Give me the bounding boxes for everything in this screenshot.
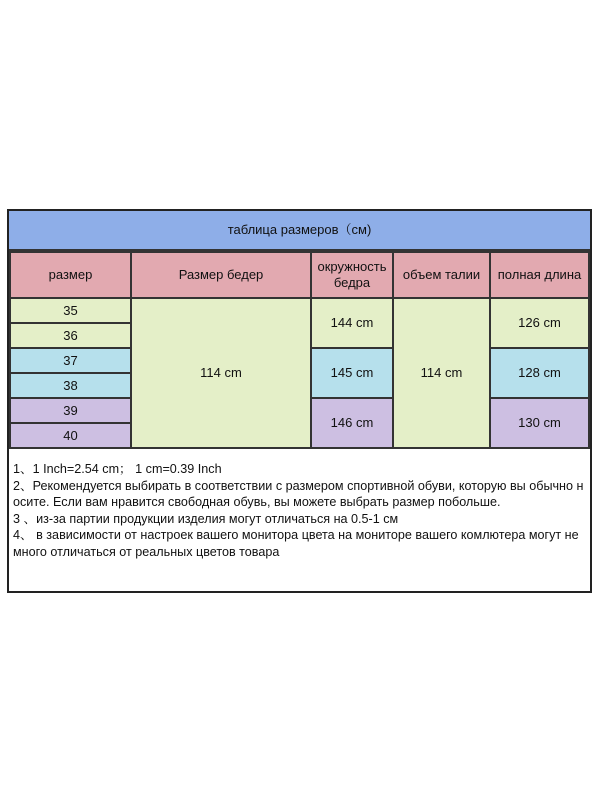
note-3: 3 、из-за партии продукции изделия могут отличаться на 0.5-1 см [13,511,399,526]
note-2: 2、Рекомендуется выбирать в соответствии с размером спортивной обуви, которую вы обычно носите. Если вам нравится свободная обувь, вы можете выбрать размер побольше. [13,478,584,509]
thigh-value: 146 cm [310,397,394,449]
size-cell: 36 [9,322,132,349]
size-cell: 37 [9,347,132,374]
size-cell: 40 [9,422,132,449]
thigh-value: 145 cm [310,347,394,399]
size-cell: 35 [9,297,132,324]
header-size: размер [9,251,132,299]
size-cell: 39 [9,397,132,424]
header-waist-volume: объем талии [392,251,491,299]
header-hip-size: Размер бедер [130,251,312,299]
note-4: 4、 в зависимости от настроек вашего монитора цвета на мониторе вашего комлютера могут немного отличаться от реальных цветов товара [13,528,579,559]
hip-size-value: 114 cm [130,297,312,449]
waist-value: 114 cm [392,297,491,449]
header-thigh-circumference: окружность бедра [310,251,394,299]
length-value: 128 cm [489,347,590,399]
size-chart [7,209,592,593]
length-value: 130 cm [489,397,590,449]
thigh-value: 144 cm [310,297,394,349]
length-value: 126 cm [489,297,590,349]
note-1: 1、1 Inch=2.54 cm； 1 cm=0.39 Inch [13,462,222,476]
notes-section [9,461,590,560]
table-title: таблица размеров（см) [9,211,590,251]
header-full-length: полная длина [489,251,590,299]
size-cell: 38 [9,372,132,399]
